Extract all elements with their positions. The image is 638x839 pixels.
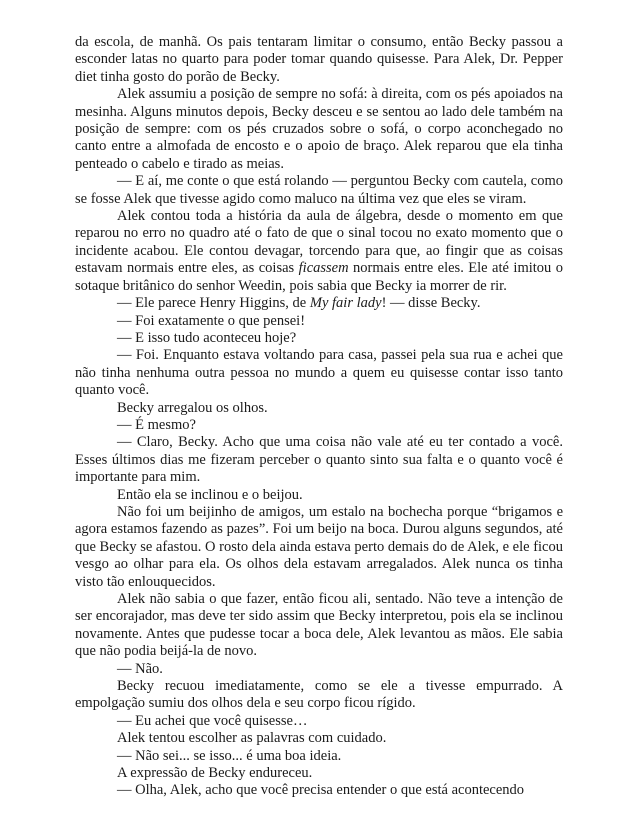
paragraph-11: — Claro, Becky. Acho que uma coisa não vale até eu ter contado a você. Esses últimos dias me fizeram perceber o quanto sinto sua falta e o quanto você é importante para mim. (75, 434, 563, 486)
paragraph-20: A expressão de Becky endureceu. (117, 765, 313, 782)
paragraph-5 (75, 295, 563, 312)
paragraph-9: Becky arregalou os olhos. (117, 399, 268, 416)
paragraph-4 (75, 208, 563, 295)
paragraph-7: — E isso tudo aconteceu hoje? (117, 329, 297, 346)
paragraph-4-text-b: normais entre eles. Ele até imitou o sotaque britânico do senhor Weedin, pois sabia que Becky ia morrer de rir. (75, 260, 563, 294)
paragraph-3: — E aí, me conte o que está rolando — perguntou Becky com cautela, como se fosse Alek que tivesse agido como maluco na última vez que eles se viram. (75, 173, 563, 207)
paragraph-2: Alek assumiu a posição de sempre no sofá: à direita, com os pés apoiados na mesinha. Alguns minutos depois, Becky desceu e se sentou ao lado dele também na posição de sempre: com os pés cruzados sobre o sofá, o corpo aconchegado no canto entre a almofada de encosto e o apoio de braço. Alek reparou que ela tinha penteado o cabelo e tirado as meias. (75, 86, 563, 172)
paragraph-5-text-b: ! — disse Becky. (381, 295, 481, 312)
paragraph-16: Becky recuou imediatamente, como se ele a tivesse empurrado. A empolgação sumiu dos olhos dela e seu corpo ficou rígido. (75, 678, 563, 712)
paragraph-13: Não foi um beijinho de amigos, um estalo na bochecha porque “brigamos e agora estamos fazendo as pazes”. Foi um beijo na boca. Durou alguns segundos, até que Becky se afastou. O rosto dela ainda estava perto demais do de Alek, e ele ficou vesgo ao olhar para ela. Os olhos dela estavam arregalados. Alek nunca os tinha visto tão enlouquecidos. (75, 503, 563, 590)
paragraph-19: — Não sei... se isso... é uma boa ideia. (117, 747, 342, 764)
paragraph-8: — Foi. Enquanto estava voltando para casa, passei pela sua rua e achei que não tinha nenhuma outra pessoa no mundo a quem eu quisesse contar isso tanto quanto você. (75, 347, 563, 399)
paragraph-4-text-a: Alek contou toda a história da aula de álgebra, desde o momento em que reparou no erro no quadro até o fato de que o sinal tocou no exato momento que o incidente acabou. Ele contou devagar, torcendo para que, ao fingir que as coisas estavam normais entre eles, as coisas (75, 208, 563, 277)
paragraph-5-emphasis: My fair lady (309, 295, 382, 312)
paragraph-6: — Foi exatamente o que pensei! (117, 312, 306, 329)
paragraph-17: — Eu achei que você quisesse… (117, 712, 308, 729)
paragraph-4-emphasis: ficassem (298, 260, 349, 277)
paragraph-14: Alek não sabia o que fazer, então ficou ali, sentado. Não teve a intenção de ser encorajador, mas deve ter sido assim que Becky interpretou, pois ela se inclinou novamente. Antes que pudesse tocar a boca dele, Alek levantou as mãos. Ele sabia que não podia beijá-la de novo. (75, 591, 563, 660)
paragraph-5-text-a: — Ele parece Henry Higgins, de (117, 295, 310, 312)
paragraph-10: — É mesmo? (117, 416, 196, 433)
paragraph-12: Então ela se inclinou e o beijou. (117, 486, 303, 503)
paragraph-15: — Não. (117, 660, 163, 677)
paragraph-21: — Olha, Alek, acho que você precisa entender o que está acontecendo (117, 782, 525, 799)
paragraph-1: da escola, de manhã. Os pais tentaram limitar o consumo, então Becky passou a esconder latas no quarto para poder tomar quando quisesse. Para Alek, Dr. Pepper diet tinha gosto do porão de Becky. (75, 34, 563, 85)
paragraph-18: Alek tentou escolher as palavras com cuidado. (117, 730, 387, 747)
